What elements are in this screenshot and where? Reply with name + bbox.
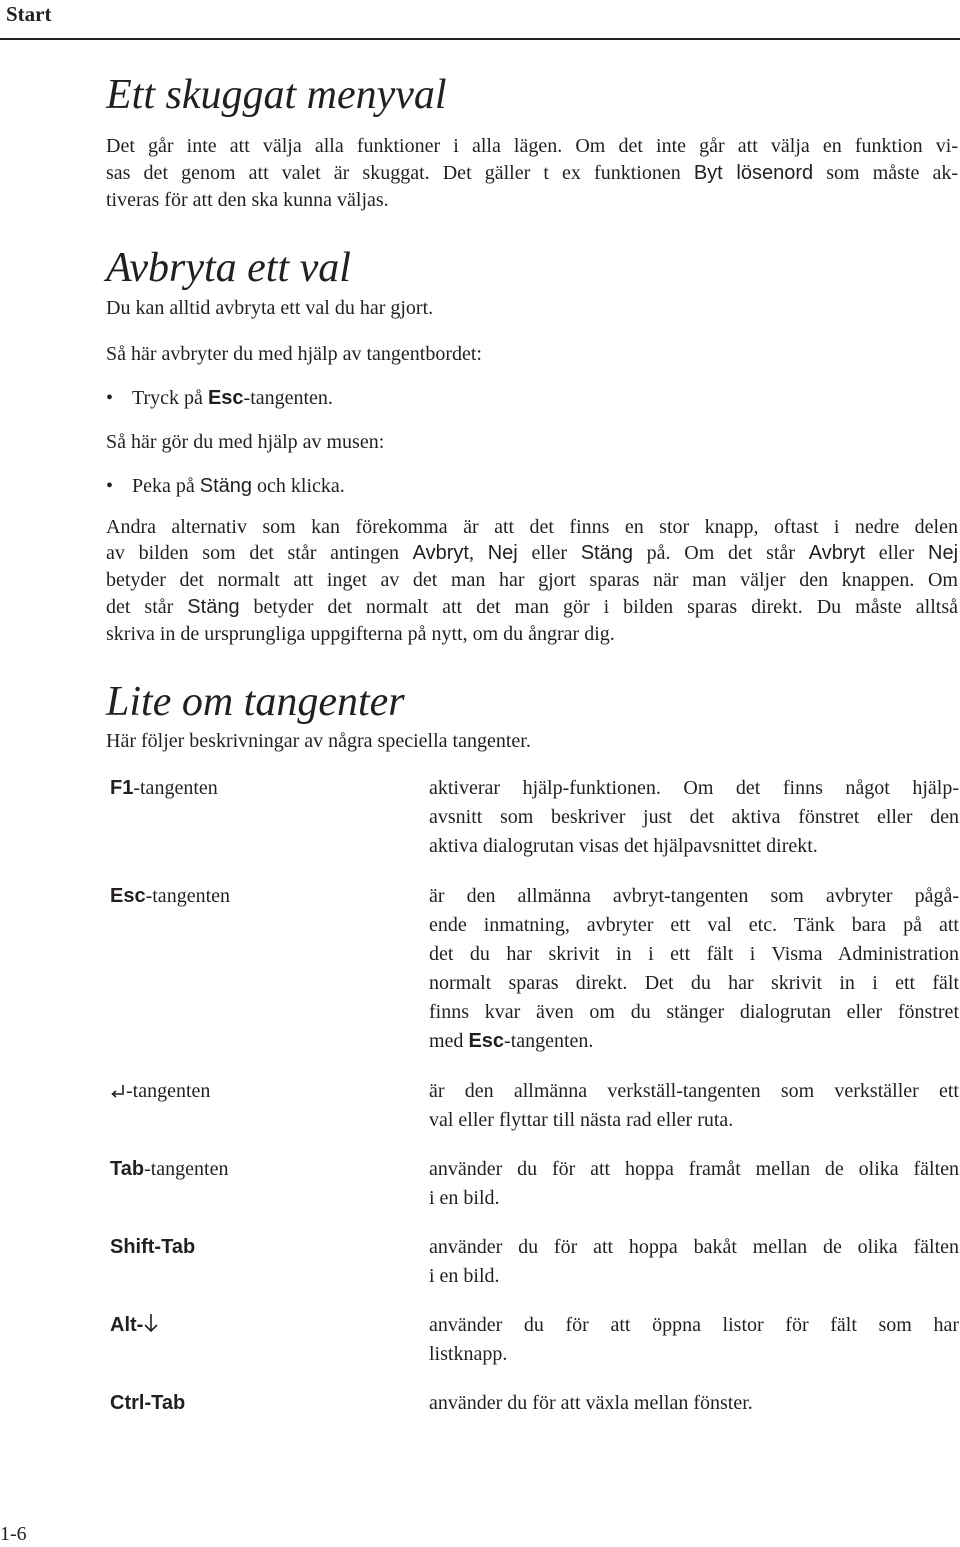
key-label-tab: Tab-tangenten [110,1158,229,1180]
key-label-alt-down: Alt- [110,1311,159,1342]
shaded-para-line-1: Det går inte att välja alla funktioner i alla lägen. Om det inte går att välja en funktion vi- [106,135,958,157]
cancel-intro: Du kan alltid avbryta ett val du har gjort. [106,297,434,319]
key-desc-enter: är den allmänna verkställ-tangenten som verkställer ett val eller flyttar till nästa rad eller ruta. [429,1080,959,1131]
section-label: Start [6,2,52,26]
button-ref-stang: Stäng [199,475,253,497]
key-desc-f1: aktiverar hjälp-funktionen. Om det finns något hjälp- avsnitt som beskriver just det aktiva fönstret eller den aktiva dialogrutan visas det hjälpavsnittet direkt. [429,777,959,857]
key-desc-tab: använder du för att hoppa framåt mellan de olika fälten i en bild. [429,1158,959,1209]
alternatives-line-5: skriva in de ursprungliga uppgifterna på nytt, om du ångrar dig. [106,623,615,645]
menu-ref-byt-losenord: Byt lösenord [693,162,814,184]
alternatives-line-1: Andra alternativ som kan förekomma är att det finns en stor knapp, oftast i nedre delen [106,516,958,538]
keyboard-bullet: • Tryck på Esc-tangenten. [106,387,333,409]
page-number: 1-6 [0,1523,27,1545]
mouse-bullet: • Peka på Stäng och klicka. [106,475,345,497]
down-arrow-icon [143,1313,159,1342]
enter-arrow-icon [110,1079,126,1108]
keyboard-heading: Så här avbryter du med hjälp av tangentbordet: [106,343,482,365]
mouse-heading: Så här gör du med hjälp av musen: [106,431,385,453]
key-desc-esc: är den allmänna avbryt-tangenten som avbryter pågå- ende inmatning, avbryter ett val etc. Tänk bara på att det du har skrivit in i ett fält i Visma Administration normalt sparas direkt. Det du har skrivit in i ett fält finns kvar även om du stänger dialogrutan eller fönstret med Esc-tangenten. [429,885,959,1052]
heading-shaded-menu-item: Ett skuggat menyval [106,72,447,118]
alternatives-line-3: betyder det normalt att inget av det man har gjort sparas när man väljer den knappen. Om [106,569,958,591]
key-label-f1: F1-tangenten [110,777,218,799]
keys-intro: Här följer beskrivningar av några speciella tangenter. [106,730,531,752]
heading-about-keys: Lite om tangenter [106,679,405,725]
key-desc-alt-down: använder du för att öppna listor för fält som har listknapp. [429,1314,959,1365]
alternatives-line-2: av bilden som det står antingen Avbryt, Nej eller Stäng på. Om det står Avbryt eller Nej [106,542,959,564]
page-header [0,0,960,40]
shaded-para-line-2: sas det genom att valet är skuggat. Det gäller t ex funktionen Byt lösenord som måste ak- [106,162,959,184]
key-desc-shift-tab: använder du för att hoppa bakåt mellan de olika fälten i en bild. [429,1236,959,1287]
heading-cancel-choice: Avbryta ett val [106,245,351,291]
key-label-shift-tab: Shift-Tab [110,1236,196,1258]
key-label-esc: Esc-tangenten [110,885,230,907]
alternatives-line-4: det står Stäng betyder det normalt att det man gör i bilden sparas direkt. Du måste alltså [106,596,959,618]
key-esc: Esc [207,387,244,409]
key-label-enter: -tangenten [110,1077,210,1108]
key-label-ctrl-tab: Ctrl-Tab [110,1392,186,1414]
key-desc-ctrl-tab: använder du för att växla mellan fönster. [429,1392,753,1414]
shaded-para-line-3: tiveras för att den ska kunna väljas. [106,189,389,211]
